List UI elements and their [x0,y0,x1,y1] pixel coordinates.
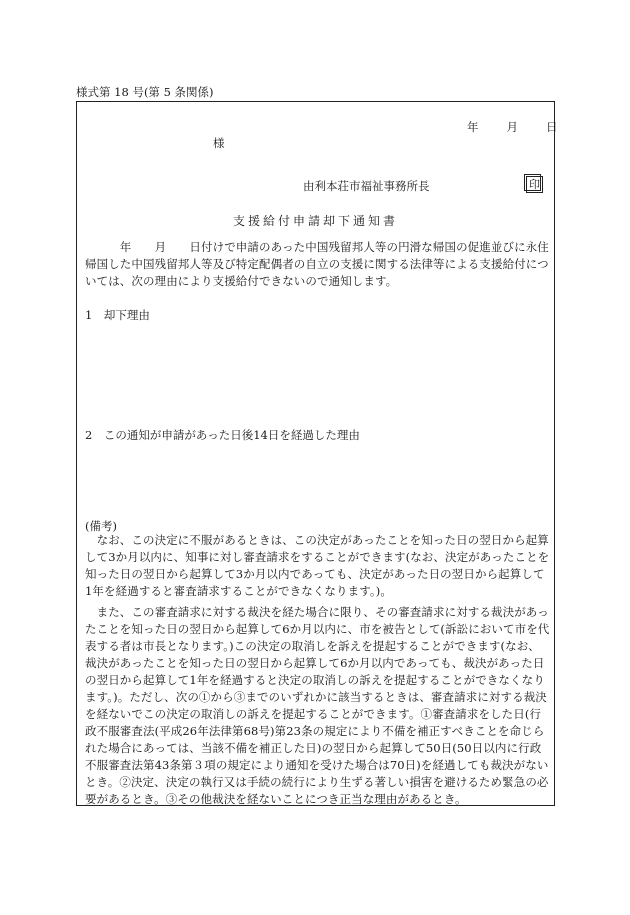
document-title: 支援給付申請却下通知書 [232,214,398,228]
issuer-name: 由利本荘市福祉事務所長 [303,179,430,193]
form-number: 様式第 18 号(第 5 条関係) [76,85,214,99]
remarks-note-2: また、この審査請求に対する裁決を経た場合に限り、その審査請求に対する裁決があったことを知った日の翌日から起算して6か月以内に、市を被告として(訴訟において市を代表する者は市長となります。)この決定の取消しを訴えを提起することができます(なお、裁決があったことを知った日の翌日から起算して6か月以内であっても、裁決があった日の翌日から起算して1年を経過すると決定の取消しの訴えを提起することができなくなります。)。ただし、次の①から③までのいずれかに該当するときは、審査請求に対する裁決を経ないでこの決定の取消しの訴えを提起することができます。①審査請求をした日(行政不服審査法(平成26年法律第68号)第23条の規定により不備を補正すべきことを命じられた場合にあっては、当該不備を補正した日)の翌日から起算して50日(50日以内に行政不服審査法第43条第３項の規定により通知を受けた場合は70日)を経過しても裁決がないとき。②決定、決定の執行又は手続の続行により生ずる著しい損害を避けるため緊急の必要があるとき。③その他裁決を経ないことにつき正当な理由があるとき。 [85,605,550,806]
section-delay-reason: 2 この通知が申請があった日後14日を経過した理由 [85,428,360,442]
intro-paragraph: 年 月 日付けで申請のあった中国残留邦人等の円滑な帰国の促進並びに永住帰国した中国残留邦人等及び特定配偶者の自立の支援に関する法律等による支援給付については、次の理由により支援給付できないので通知します。 [85,240,549,288]
addressee-suffix: 様 [213,136,225,150]
date-month-label: 月 [506,120,518,134]
section-rejection-reason: 1 却下理由 [85,308,150,322]
date-year-label: 年 [467,120,479,134]
date-day-label: 日 [546,120,558,134]
date-line [467,119,558,135]
seal-stamp: 印 [526,176,543,193]
remarks-heading: (備考) [85,519,117,533]
document-frame [76,101,558,806]
remarks-note-1: なお、この決定に不服があるときは、この決定があったことを知った日の翌日から起算して3か月以内に、知事に対し審査請求をすることができます(なお、決定があったことを知った日の翌日から起算して3か月以内であっても、決定があった日の翌日から起算して1年を経過すると審査請求することができなくなります。)。 [85,533,550,598]
